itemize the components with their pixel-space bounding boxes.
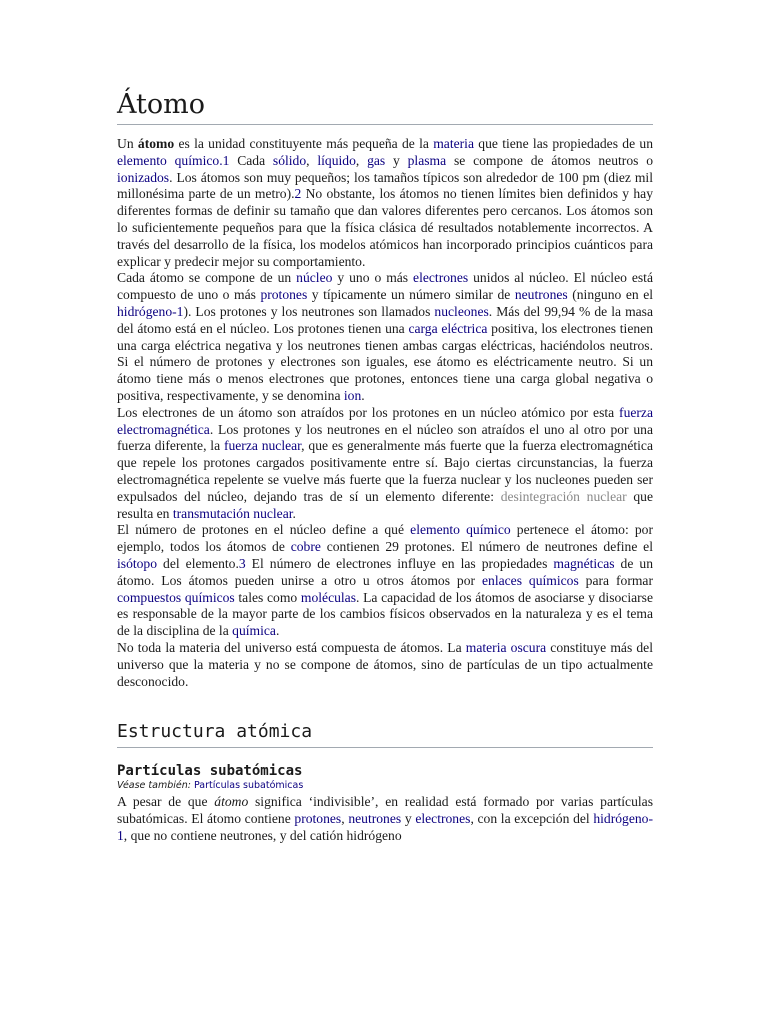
wiki-link[interactable]: gas [367, 152, 386, 168]
text-run: . La capacidad de los átomos de asociarse y disociarse es responsable de la mayor parte de los cambios físicos observados en la naturaleza y es el tema de la disciplina de la [117, 589, 653, 639]
text-run: para formar [578, 572, 653, 588]
text-run: es la unidad constituyente más pequeña de la [174, 136, 434, 151]
text-run: , [306, 152, 318, 168]
wiki-link[interactable]: neutrones [348, 811, 402, 827]
intro-paragraph-1 [117, 136, 653, 270]
wiki-link[interactable]: nucleones [434, 303, 489, 319]
wiki-link[interactable]: hidrógeno-1 [117, 303, 184, 319]
text-run: se compone de átomos neutros o [446, 152, 654, 168]
text-run: , [341, 811, 349, 827]
wiki-link[interactable]: elemento químico [117, 152, 220, 168]
page-title: Átomo [117, 88, 653, 125]
wiki-link[interactable]: ion [343, 387, 362, 403]
see-also-label: Véase también: [117, 780, 194, 792]
wiki-link[interactable]: transmutación nuclear [172, 505, 293, 521]
wiki-link[interactable]: materia [433, 136, 474, 151]
intro-paragraph-5 [117, 640, 653, 690]
text-run: Los electrones de un átomo son atraídos por los protones en un núcleo atómico por esta [117, 404, 620, 420]
intro-paragraph-2 [117, 270, 653, 404]
text-run: positiva, los electrones tienen una carga eléctrica negativa y los neutrones tienen ambas cargas eléctricas, haciéndolos neutros. Si el número de protones y electrones son iguales, ese átomo es eléctricamente neutro. Si un átomo tiene más o menos electrones que protones, entonces tiene una carga global negativa o positiva, respectivamente, y se denomina [117, 320, 653, 403]
wiki-link[interactable]: química [232, 623, 276, 639]
text-run: pertenece el átomo: por ejemplo, todos los átomos de [117, 522, 653, 555]
text-run: ). Los protones y los neutrones son llamados [183, 303, 435, 319]
text-run: . Los protones y los neutrones en el núcleo son atraídos el uno al otro por una fuerza diferente, la [117, 421, 653, 454]
wiki-link[interactable]: magnéticas [553, 555, 615, 571]
section-paragraph-1 [117, 794, 653, 844]
text-run: y [401, 811, 416, 827]
text-run: constituye más del universo que la materia y no se compone de átomos, sino de partículas de un tipo actualmente desconocido. [117, 639, 653, 689]
wiki-link[interactable]: fuerza electromagnética [117, 404, 653, 437]
text-run: tales como [234, 589, 301, 605]
text-run: y [385, 152, 408, 168]
text-run: (ninguno en el [567, 287, 653, 303]
wiki-link[interactable]: ionizados [117, 169, 170, 185]
text-run: No toda la materia del universo está compuesta de átomos. La [117, 639, 466, 655]
wiki-link[interactable]: electrones [415, 811, 471, 827]
wiki-link[interactable]: moléculas [300, 589, 357, 605]
text-run: que resulta en [117, 488, 653, 521]
text-run: Cada [229, 152, 273, 168]
wiki-link[interactable]: 2 [294, 186, 302, 202]
text-run: significa ‘indivisible’, en realidad está formado por varias partículas subatómicas. El átomo contiene [117, 794, 653, 827]
wiki-link[interactable]: materia oscura [465, 639, 547, 655]
text-run: . Más del 99,94 % de la masa del átomo está en el núcleo. Los protones tienen una [117, 303, 653, 336]
article [117, 88, 653, 845]
text-run: . [275, 623, 280, 639]
see-also-note [117, 780, 653, 792]
text-run: No obstante, los átomos no tienen límites bien definidos y hay diferentes formas de definir su tamaño que dan valores diferentes pero cercanos. Los átomos son lo suficientemente pequeños para que la física clásica dé resultados notablemente incorrectos. A través del desarrollo de la física, los modelos atómicos han incorporado principios cuánticos para explicar y predecir mejor su comportamiento. [117, 186, 654, 269]
see-also-link[interactable]: Partículas subatómicas [193, 780, 304, 792]
wiki-link[interactable]: neutrones [514, 287, 568, 303]
text-run: contienen 29 protones. El número de neutrones define el [320, 539, 653, 555]
text-run: unidos al núcleo. El núcleo está compuesto de uno o más [117, 270, 653, 303]
wiki-link[interactable]: isótopo [117, 555, 158, 571]
text-run: El número de protones en el núcleo define a qué [117, 522, 411, 538]
text-run: del elemento. [157, 555, 239, 571]
wiki-link[interactable]: protones [294, 811, 342, 827]
article-body [117, 136, 653, 845]
wiki-link[interactable]: plasma [407, 152, 447, 168]
wiki-link[interactable]: .1 [219, 152, 230, 168]
wiki-link[interactable]: sólido [272, 152, 307, 168]
text-run: de un átomo. Los átomos pueden unirse a otro u otros átomos por [117, 555, 653, 588]
text-run: y uno o más [332, 270, 414, 286]
wiki-link[interactable]: elemento químico [410, 522, 511, 538]
section-heading-estructura: Estructura atómica [117, 720, 653, 748]
text-run: A pesar de que [117, 794, 215, 810]
wiki-link[interactable]: protones [260, 287, 308, 303]
wiki-link[interactable]: hidrógeno-1 [117, 811, 654, 843]
wiki-link[interactable]: líquido [317, 152, 356, 168]
wiki-link[interactable]: enlaces químicos [481, 572, 579, 588]
wiki-link[interactable]: 3 [238, 555, 246, 571]
wiki-link[interactable]: núcleo [296, 270, 333, 286]
wiki-link[interactable]: fuerza nuclear [223, 438, 302, 454]
bold-term: átomo [137, 136, 175, 151]
text-run: El número de electrones influye en las propiedades [245, 555, 554, 571]
wiki-link[interactable]: carga eléctrica [408, 320, 488, 336]
wiki-link[interactable]: electrones [413, 270, 469, 286]
intro-paragraph-3 [117, 405, 653, 523]
italic-term: átomo [214, 794, 249, 810]
text-run: que tiene las propiedades de un [474, 136, 654, 151]
wiki-link[interactable]: compuestos químicos [117, 589, 235, 605]
wiki-link[interactable]: desintegración nuclear [500, 488, 627, 504]
text-run: Un [117, 136, 138, 151]
intro-paragraph-4 [117, 522, 653, 640]
text-run: y típicamente un número similar de [307, 287, 515, 303]
text-run: , que no contiene neutrones, y del catión hidrógeno [123, 827, 402, 843]
text-run: . [292, 505, 296, 521]
text-run: . Los átomos son muy pequeños; los tamaños típicos son alrededor de 100 pm (diez mil millonésima parte de un metro). [117, 169, 653, 202]
text-run: . [361, 387, 365, 403]
subsection-heading-particulas: Partículas subatómicas [117, 763, 303, 780]
wiki-link[interactable]: cobre [290, 539, 321, 555]
text-run: , [355, 152, 368, 168]
text-run: , que es generalmente más fuerte que la fuerza electromagnética que repele los protones cargados positivamente entre sí. Bajo ciertas circunstancias, la fuerza electromagnética repelente se vuelve más fuerte que la fuerza nuclear y los nucleones pueden ser expulsados del núcleo, dejando tras de sí un elemento diferente: [117, 438, 653, 504]
text-run: Cada átomo se compone de un [117, 270, 297, 286]
text-run: , con la excepción del [470, 811, 594, 827]
